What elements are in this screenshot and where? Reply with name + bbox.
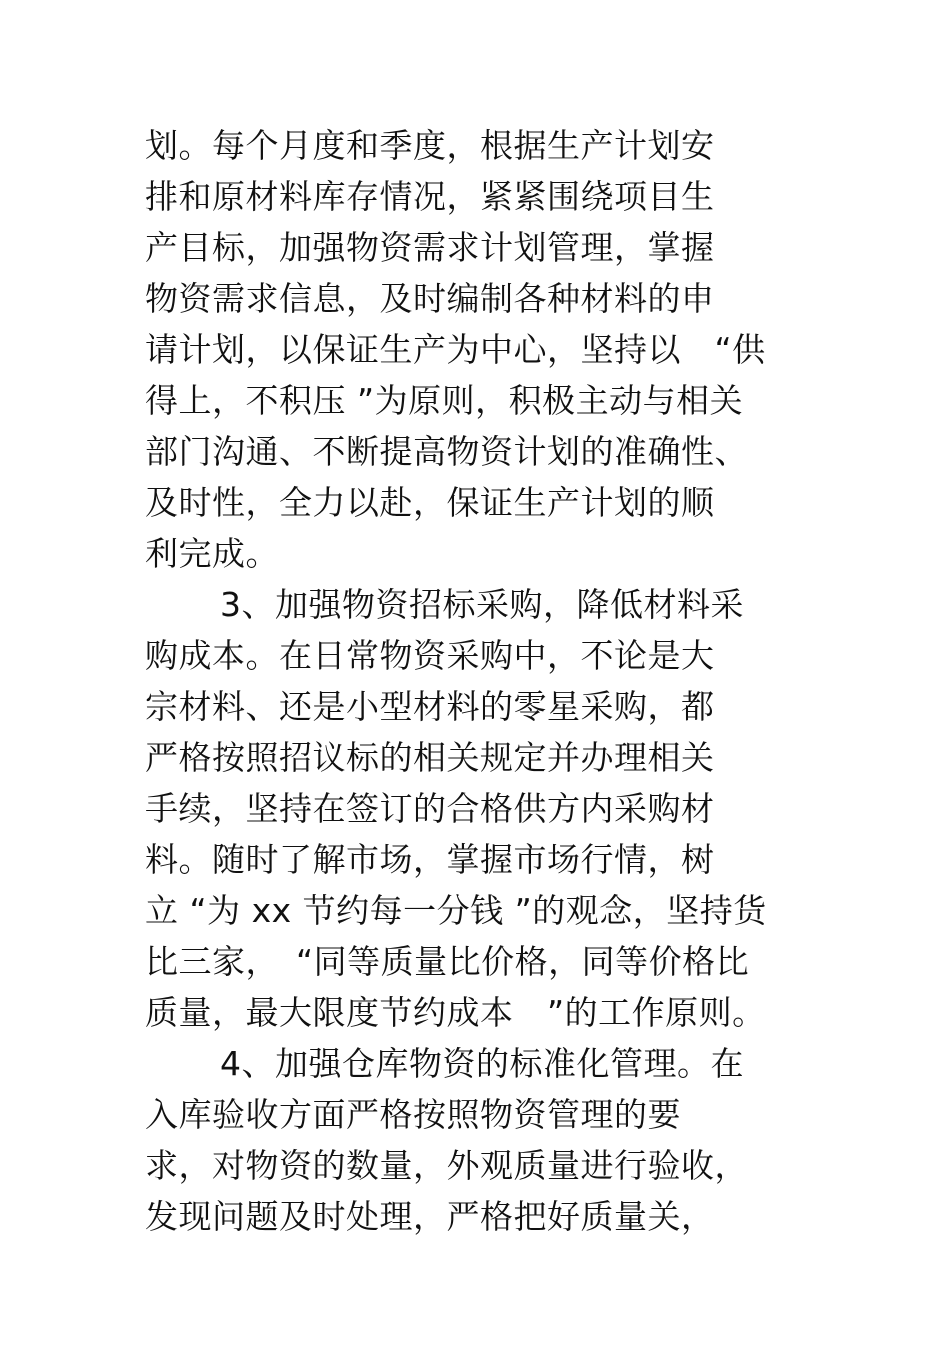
text-line: 利完成。 xyxy=(145,534,279,573)
paragraph-3-start: 3、加强物资招标采购，降低材料采 xyxy=(220,585,744,624)
text-line: 求，对物资的数量，外观质量进行验收， xyxy=(145,1146,748,1185)
text-line: 产目标，加强物资需求计划管理，掌握 xyxy=(145,228,715,267)
text-line: 比三家， “同等质量比价格，同等价格比 xyxy=(145,942,750,981)
text-line: 发现问题及时处理，严格把好质量关， xyxy=(145,1197,715,1236)
text-line: 排和原材料库存情况，紧紧围绕项目生 xyxy=(145,177,715,216)
text-line: 划。每个月度和季度，根据生产计划安 xyxy=(145,126,715,165)
text-line: 物资需求信息，及时编制各种材料的申 xyxy=(145,279,715,318)
text-line: 请计划，以保证生产为中心，坚持以 “供 xyxy=(145,330,766,369)
body-text xyxy=(145,120,825,1242)
text-line: 及时性，全力以赴，保证生产计划的顺 xyxy=(145,483,715,522)
text-line: 手续，坚持在签订的合格供方内采购材 xyxy=(145,789,715,828)
text-line: 严格按照招议标的相关规定并办理相关 xyxy=(145,738,715,777)
text-line: 部门沟通、不断提高物资计划的准确性、 xyxy=(145,432,748,471)
text-line: 立 “为 xx 节约每一分钱 ”的观念，坚持货 xyxy=(145,891,767,930)
text-line: 料。随时了解市场，掌握市场行情，树 xyxy=(145,840,715,879)
text-line: 宗材料、还是小型材料的零星采购，都 xyxy=(145,687,715,726)
text-line: 质量，最大限度节约成本 ”的工作原则。 xyxy=(145,993,766,1032)
text-line: 得上，不积压 ”为原则，积极主动与相关 xyxy=(145,381,744,420)
text-line: 购成本。在日常物资采购中，不论是大 xyxy=(145,636,715,675)
paragraph-4-start: 4、加强仓库物资的标准化管理。在 xyxy=(220,1044,744,1083)
text-line: 入库验收方面严格按照物资管理的要 xyxy=(145,1095,681,1134)
